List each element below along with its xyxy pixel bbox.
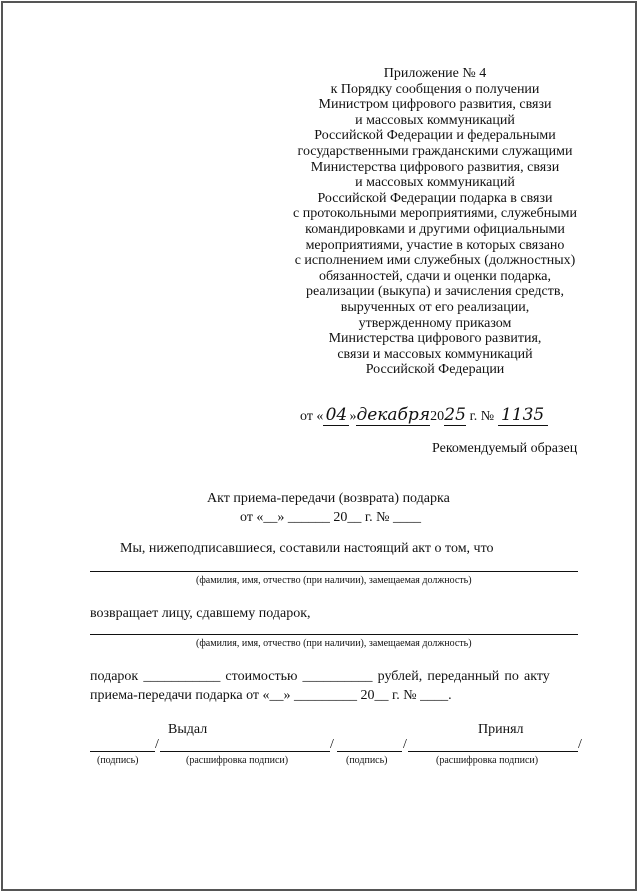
header-line: и массовых коммуникаций (355, 175, 515, 191)
act-date-line: от «__» ______ 20__ г. № ____ (240, 510, 421, 525)
gift-line-1: подарок ___________ стоимостью __________ рублей, переданный по акту (90, 669, 550, 684)
header-line: командировками и другими официальными (305, 221, 565, 237)
act-intro: Мы, нижеподписавшиеся, составили настоящий акт о том, что (120, 541, 494, 556)
order-day: 04 (323, 405, 349, 426)
slash-mid: / (330, 737, 334, 752)
header-line: к Порядку сообщения о получении (330, 81, 540, 97)
header-line: утвержденному приказом (358, 315, 512, 331)
order-number-prefix: г. № (469, 409, 495, 424)
sig-line-right (337, 751, 402, 752)
order-reference (300, 405, 590, 426)
accepted-label: Принял (478, 722, 524, 737)
slash-left: / (155, 737, 159, 752)
header-line: Министром цифрового развития, связи (318, 97, 552, 113)
blank-line-1 (90, 571, 578, 572)
decode-line-right (408, 751, 578, 752)
header-line: Министерства цифрового развития, (328, 331, 542, 347)
order-number: 1135 (498, 405, 548, 426)
order-month-sep: » (349, 409, 357, 424)
slash-right: / (403, 737, 407, 752)
header-line: связи и массовых коммуникаций (337, 346, 533, 362)
gift-line-2: приема-передачи подарка от «__» _________ 20__ г. № ____. (90, 688, 452, 703)
header-line: и массовых коммуникаций (355, 112, 515, 128)
sig-caption-left: (подпись) (97, 755, 139, 766)
header-line: мероприятиями, участие в которых связано (305, 237, 565, 253)
order-year-prefix: 20 (430, 409, 445, 424)
decode-caption-left: (расшифровка подписи) (186, 755, 289, 766)
order-month: декабря (356, 405, 431, 425)
caption-fio-1: (фамилия, имя, отчество (при наличии), замещаемая должность) (196, 575, 472, 586)
recommended-sample-label: Рекомендуемый образец (432, 441, 578, 456)
decode-caption-right: (расшифровка подписи) (436, 755, 539, 766)
header-line: реализации (выкупа) и зачисления средств, (306, 284, 564, 300)
header-line: Приложение № 4 (383, 66, 487, 81)
header-line: Российской Федерации подарка в связи (317, 190, 553, 206)
order-from-prefix: от « (300, 409, 324, 424)
blank-line-2 (90, 634, 578, 635)
header-line: с протокольными мероприятиями, служебными (293, 206, 577, 222)
header-line: вырученных от его реализации, (340, 299, 530, 315)
sig-caption-right: (подпись) (346, 755, 388, 766)
header-line: государственными гражданскими служащими (297, 143, 573, 159)
appendix-header (280, 66, 590, 378)
header-line: Российской Федерации и федеральными (314, 128, 556, 144)
issued-label: Выдал (168, 722, 208, 737)
header-line: Министерства цифрового развития, связи (310, 159, 560, 175)
slash-end: / (578, 737, 582, 752)
act-returns: возвращает лицу, сдавшему подарок, (90, 606, 311, 621)
header-line: обязанностей, сдачи и оценки подарка, (318, 268, 552, 284)
caption-fio-2: (фамилия, имя, отчество (при наличии), замещаемая должность) (196, 638, 472, 649)
header-line: с исполнением ими служебных (должностных) (294, 253, 576, 269)
act-title: Акт приема-передачи (возврата) подарка (207, 491, 450, 506)
decode-line-left (160, 751, 330, 752)
sig-line-left (90, 751, 155, 752)
order-year: 25 (444, 405, 466, 425)
header-line: Российской Федерации (365, 362, 505, 378)
